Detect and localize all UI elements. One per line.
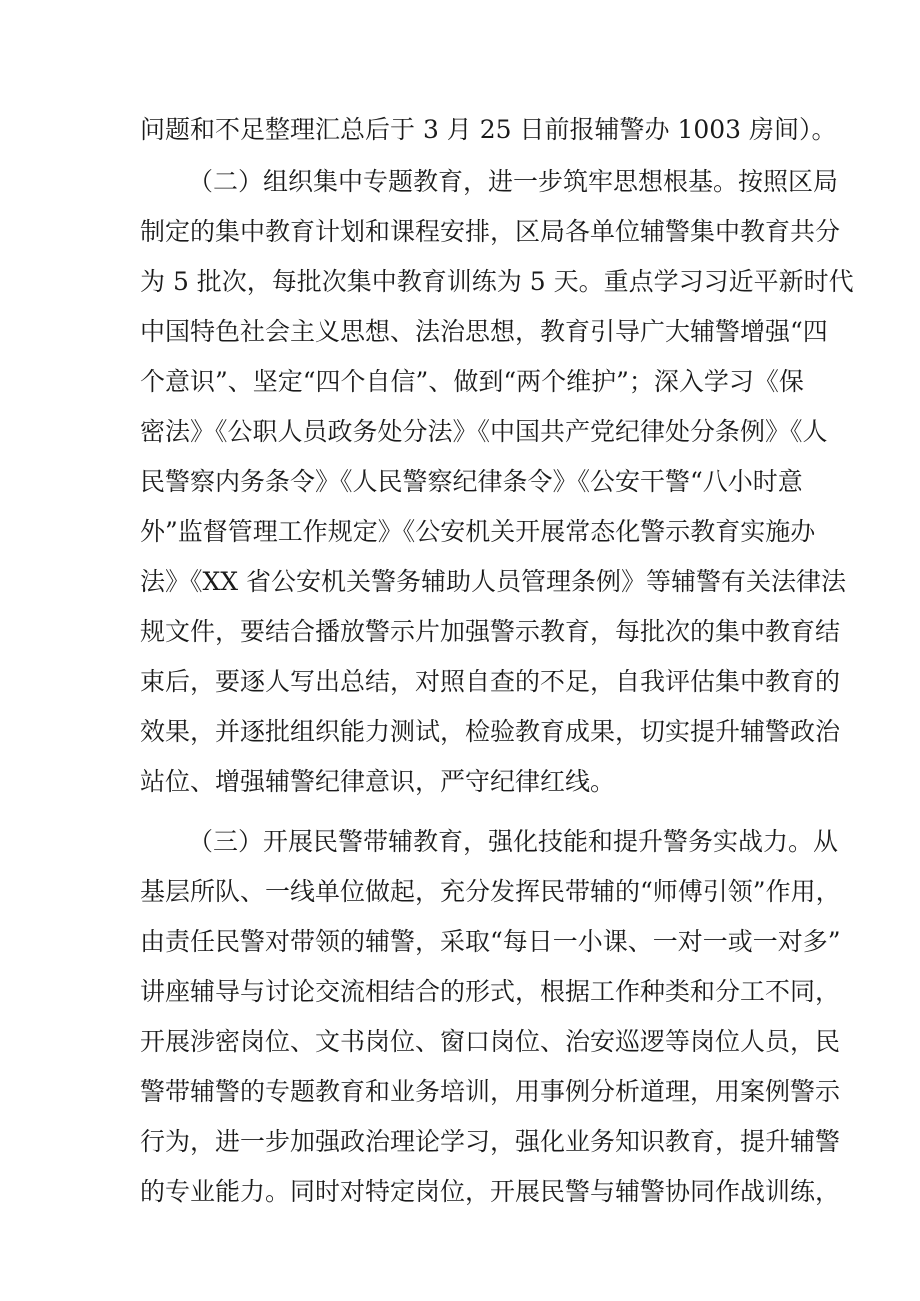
text-line: 法》《XX 省公安机关警务辅助人员管理条例》等辅警有关法律法	[140, 567, 847, 596]
text-line: 制定的集中教育计划和课程安排，区局各单位辅警集中教育共分	[140, 217, 841, 246]
text-line: 为 5 批次，每批次集中教育训练为 5 天。重点学习习近平新时代	[140, 267, 854, 296]
text-line: 开展涉密岗位、文书岗位、窗口岗位、治安巡逻等岗位人员，民	[140, 1027, 841, 1056]
text-line: 外”监督管理工作规定》《公安机关开展常态化警示教育实施办	[140, 517, 816, 546]
text-line: （二）组织集中专题教育，进一步筑牢思想根基。按照区局	[188, 167, 839, 196]
text-line: 民警察内务条令》《人民警察纪律条令》《公安干警“八小时意	[140, 467, 803, 496]
text-line: 规文件，要结合播放警示片加强警示教育，每批次的集中教育结	[140, 617, 841, 646]
text-line: 的专业能力。同时对特定岗位，开展民警与辅警协同作战训练，	[140, 1177, 841, 1206]
text-line: 站位、增强辅警纪律意识，严守纪律红线。	[140, 767, 616, 796]
text-line: 警带辅警的专题教育和业务培训，用事例分析道理，用案例警示	[140, 1077, 841, 1106]
text-line: 束后，要逐人写出总结，对照自查的不足，自我评估集中教育的	[140, 667, 841, 696]
text-line: 中国特色社会主义思想、法治思想，教育引导广大辅警增强“四	[140, 317, 828, 346]
text-line: （三）开展民警带辅教育，强化技能和提升警务实战力。从	[188, 827, 839, 856]
text-line: 由责任民警对带领的辅警，采取“每日一小课、一对一或一对多”	[140, 927, 841, 956]
text-line: 基层所队、一线单位做起，充分发挥民带辅的“师傅引领”作用，	[140, 877, 841, 906]
text-line: 效果，并逐批组织能力测试，检验教育成果，切实提升辅警政治	[140, 717, 841, 746]
text-line: 行为，进一步加强政治理论学习，强化业务知识教育，提升辅警	[140, 1127, 841, 1156]
text-line: 密法》《公职人员政务处分法》《中国共产党纪律处分条例》《人	[140, 417, 828, 446]
text-line: 个意识”、坚定“四个自信”、做到“两个维护”；深入学习《保	[140, 367, 804, 396]
text-line: 问题和不足整理汇总后于 3 月 25 日前报辅警办 1003 房间）。	[140, 115, 837, 144]
text-line: 讲座辅导与讨论交流相结合的形式，根据工作种类和分工不同，	[140, 977, 841, 1006]
